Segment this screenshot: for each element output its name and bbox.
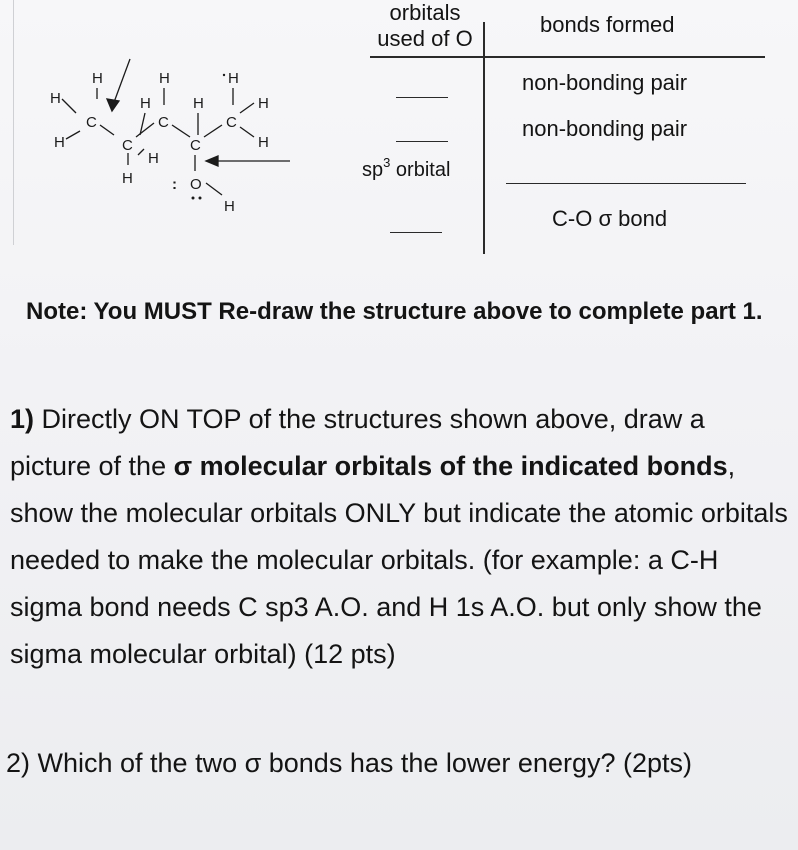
orbital-superscript: 3 <box>383 155 391 170</box>
atom-c: C <box>190 137 201 154</box>
atom-h: H <box>258 95 269 112</box>
bond-cell: non-bonding pair <box>522 116 688 141</box>
bond-cell: C-O σ bond <box>552 206 668 231</box>
atom-h: H <box>54 134 65 151</box>
atom-h: H <box>140 95 151 112</box>
orbital-cell <box>362 155 451 182</box>
question-1-number: 1) <box>10 404 35 434</box>
question-1-text-a: Directly ON TOP of the structures shown above, draw a picture of the <box>10 404 705 481</box>
header-orbitals-line2: used of O <box>377 26 473 51</box>
header-orbitals-line1: orbitals <box>389 0 461 25</box>
question-1 <box>10 396 790 678</box>
atom-h: H <box>193 95 204 112</box>
atom-h: H <box>159 70 170 87</box>
atom-h: H <box>148 150 159 167</box>
atom-h: H <box>92 70 103 87</box>
atom-c: C <box>86 114 97 131</box>
atom-h: H <box>122 170 133 187</box>
atom-c: C <box>122 137 133 154</box>
atom-h: H <box>50 90 61 107</box>
table-column-divider <box>483 22 485 254</box>
orbital-base: sp <box>362 159 384 181</box>
molecule-structure <box>40 55 310 225</box>
answer-blank[interactable] <box>506 183 746 184</box>
atom-c: C <box>226 114 237 131</box>
question-1-text-b: , show the molecular orbitals ONLY but indicate the atomic orbitals needed to make the molecular orbitals. (for example: a C-H sigma bond needs C sp3 A.O. and H 1s A.O. but only show the sigma molecular orbital) (12 pts) <box>10 451 788 669</box>
answer-blank[interactable] <box>396 141 448 142</box>
question-1-bold: σ molecular orbitals of the indicated bonds <box>173 451 728 481</box>
atom-c: C <box>158 114 169 131</box>
atom-h: H <box>258 134 269 151</box>
answer-blank[interactable] <box>390 232 442 233</box>
page-edge-divider <box>13 0 14 245</box>
header-bonds-formed: bonds formed <box>540 12 675 37</box>
atom-h: H <box>224 198 235 215</box>
note-redraw: Note: You MUST Re-draw the structure above to complete part 1. <box>26 298 763 325</box>
answer-blank[interactable] <box>396 97 448 98</box>
question-2: 2) Which of the two σ bonds has the lower energy? (2pts) <box>6 748 693 778</box>
orbital-rest: orbital <box>390 159 451 181</box>
lone-pair: : <box>172 176 177 193</box>
bond-cell: non-bonding pair <box>522 70 688 95</box>
atom-h: H <box>228 70 239 87</box>
atom-o: O <box>190 176 202 193</box>
header-orbitals-used <box>360 0 490 52</box>
table-header-rule <box>370 56 765 58</box>
